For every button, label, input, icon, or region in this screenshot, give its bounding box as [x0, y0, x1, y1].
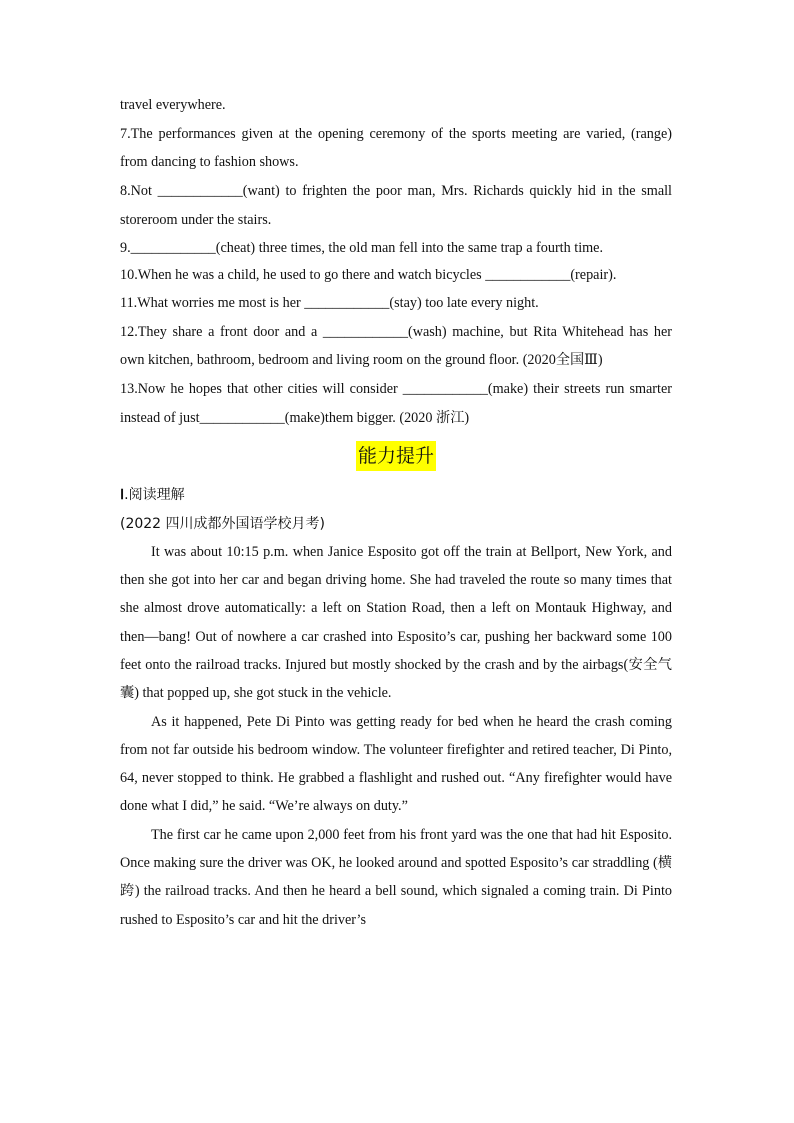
reading-passage — [120, 538, 672, 934]
exercise-list — [120, 92, 672, 433]
question-q8: 8.Not ____________(want) to frighten the poor man, Mrs. Richards quickly hid in the small storeroom under the stairs. — [120, 183, 672, 228]
section-heading-wrap — [120, 441, 672, 475]
passage-paragraph-3: The first car he came upon 2,000 feet from his front yard was the one that had hit Esposito. Once making sure the driver was OK, he looked around and spotted Esposito’s car straddling (横跨) the railroad tracks. And then he heard a bell sound, which signaled a coming train. Di Pinto rushed to Esposito’s car and hit the driver’s — [120, 826, 672, 928]
page-content — [120, 92, 672, 934]
question-q10: 10.When he was a child, he used to go there and watch bicycles ____________(repair). — [120, 267, 617, 284]
passage-paragraph-2: As it happened, Pete Di Pinto was getting ready for bed when he heard the crash coming from not far outside his bedroom window. The volunteer firefighter and retired teacher, Di Pinto, 64, never stopped to think. He grabbed a flashlight and rushed out. “Any firefighter would have done what I did,” he said. “We’re always on duty.” — [120, 713, 672, 815]
question-q7: 7.The performances given at the opening ceremony of the sports meeting are varied, (range) from dancing to fashion shows. — [120, 125, 672, 171]
question-q6-tail: travel everywhere. — [120, 97, 226, 113]
question-q13: 13.Now he hopes that other cities will consider ____________(make) their streets run smarter instead of just____________(make)them bigger. (2020 浙江) — [120, 381, 672, 426]
question-q11: 11.What worries me most is her ____________(stay) too late every night. — [120, 294, 539, 311]
part-numeral: Ⅰ — [120, 487, 125, 503]
passage-source: (2022 四川成都外国语学校月考) — [120, 515, 326, 532]
part-label — [120, 481, 672, 510]
part-title: .阅读理解 — [124, 486, 185, 503]
section-heading: 能力提升 — [356, 441, 436, 471]
question-q12: 12.They share a front door and a ____________(wash) machine, but Rita Whitehead has her own kitchen, bathroom, bedroom and living room on the ground floor. (2020全国Ⅲ) — [120, 323, 672, 369]
passage-paragraph-1: It was about 10:15 p.m. when Janice Esposito got off the train at Bellport, New York, and then she got into her car and began driving home. She had traveled the route so many times that she almost drove automatically: a left on Station Road, then a left on Montauk Highway, and then—bang! Out of nowhere a car crashed into Esposito’s car, pushing her backward some 100 feet onto the railroad tracks. Injured but mostly shocked by the crash and by the airbags(安全气囊) that popped up, she got stuck in the vehicle. — [120, 543, 672, 702]
question-q9: 9.____________(cheat) three times, the old man fell into the same trap a fourth time. — [120, 239, 604, 256]
